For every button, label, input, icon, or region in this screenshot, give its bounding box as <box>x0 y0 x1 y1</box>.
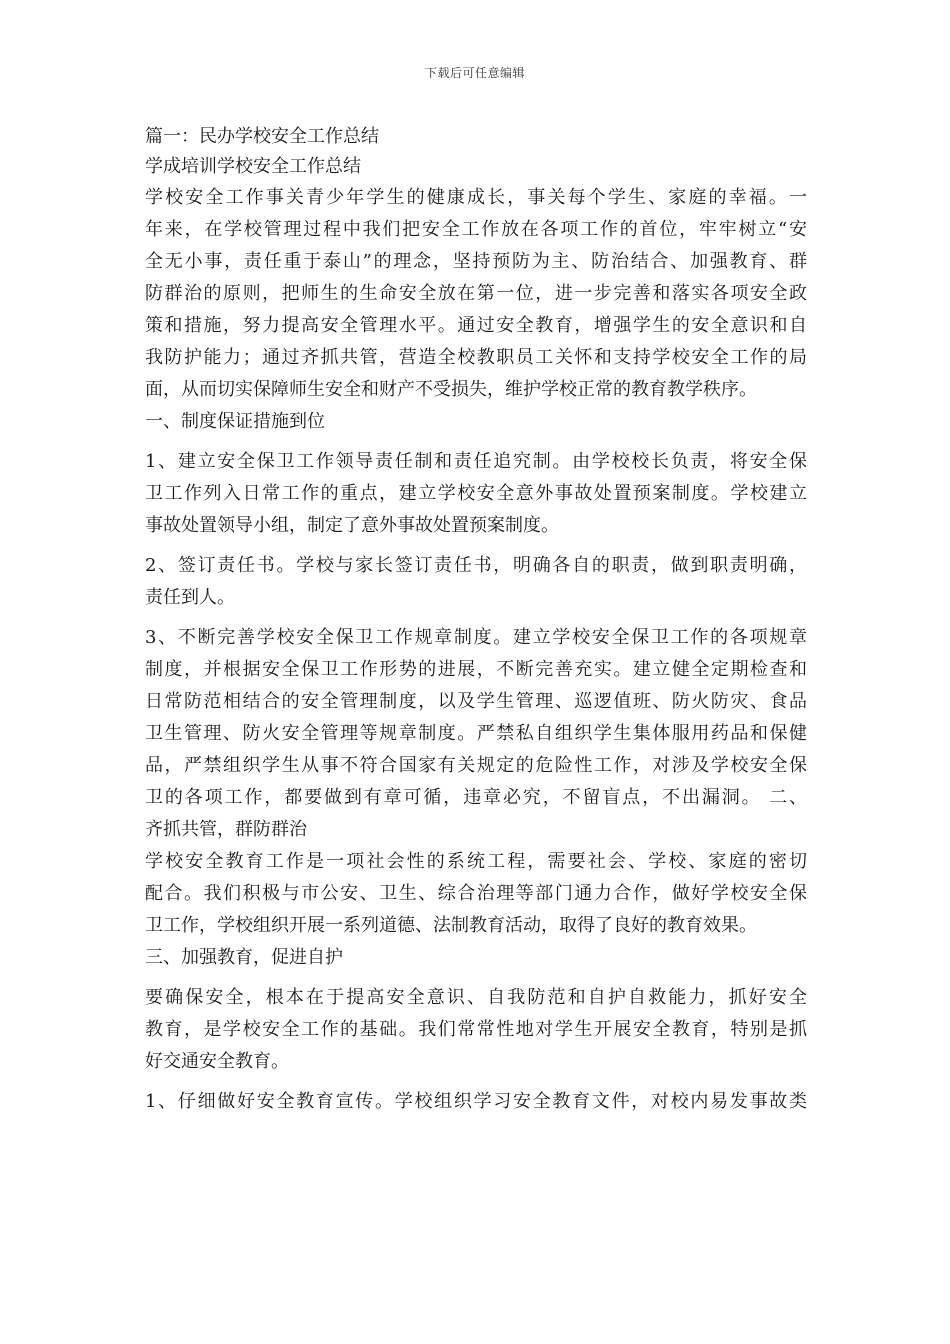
document-body <box>145 122 807 1118</box>
paragraph-line: 品，严禁组织学生从事不符合国家有关规定的危险性工作，对涉及学校安全保 <box>145 755 807 776</box>
paragraph-line: 年来，在学校管理过程中我们把安全工作放在各项工作的首位，牢牢树立“安 <box>145 219 807 240</box>
paragraph-line: 全无小事，责任重于泰山”的理念，坚持预防为主、防治结合、加强教育、群 <box>145 251 807 272</box>
paragraph-line: 要确保安全，根本在于提高安全意识、自我防范和自护自救能力，抓好安全 <box>145 987 807 1008</box>
section-heading: 齐抓共管，群防群治 <box>145 819 307 840</box>
paragraph-line: 3、不断完善学校安全保卫工作规章制度。建立学校安全保卫工作的各项规章 <box>145 627 807 648</box>
paragraph-line: 制度，并根据安全保卫工作形势的进展，不断完善充实。建立健全定期检查和 <box>145 659 807 680</box>
paragraph-line: 策和措施，努力提高安全管理水平。通过安全教育，增强学生的安全意识和自 <box>145 315 807 336</box>
paragraph-line: 责任到人。 <box>145 587 235 608</box>
paragraph-line: 好交通安全教育。 <box>145 1051 289 1072</box>
paragraph-line: 卫的各项工作，都要做到有章可循，违章必究，不留盲点，不出漏洞。 二、 <box>145 787 807 808</box>
paragraph-line: 教育，是学校安全工作的基础。我们常常性地对学生开展安全教育，特别是抓 <box>145 1019 807 1040</box>
paragraph-line: 1、仔细做好安全教育宣传。学校组织学习安全教育文件，对校内易发事故类 <box>145 1091 807 1112</box>
paragraph-line: 1、建立安全保卫工作领导责任制和责任追究制。由学校校长负责，将安全保 <box>145 451 807 472</box>
page-header-note: 下载后可任意编辑 <box>424 66 525 80</box>
paragraph-line: 配合。我们积极与市公安、卫生、综合治理等部门通力合作，做好学校安全保 <box>145 883 807 904</box>
paragraph-line: 学校安全工作事关青少年学生的健康成长，事关每个学生、家庭的幸福。一 <box>145 187 807 208</box>
paragraph-line: 防群治的原则，把师生的生命安全放在第一位，进一步完善和落实各项安全政 <box>145 283 807 304</box>
paragraph-line: 事故处置领导小组，制定了意外事故处置预案制度。 <box>145 515 559 536</box>
paragraph-line: 日常防范相结合的安全管理制度，以及学生管理、巡逻值班、防火防灾、食品 <box>145 691 807 712</box>
paragraph-line: 我防护能力；通过齐抓共管，营造全校教职员工关怀和支持学校安全工作的局 <box>145 347 807 368</box>
section-heading: 一、制度保证措施到位 <box>145 411 325 432</box>
paragraph-line: 卫工作列入日常工作的重点，建立学校安全意外事故处置预案制度。学校建立 <box>145 483 807 504</box>
paragraph-line: 面，从而切实保障师生安全和财产不受损失，维护学校正常的教育教学秩序。 <box>145 379 757 400</box>
paragraph-line: 卫生管理、防火安全管理等规章制度。严禁私自组织学生集体服用药品和保健 <box>145 723 807 744</box>
paragraph-line: 2、签订责任书。学校与家长签订责任书，明确各自的职责，做到职责明确， <box>145 555 807 576</box>
doc-subtitle: 学成培训学校安全工作总结 <box>145 156 361 177</box>
paragraph-line: 学校安全教育工作是一项社会性的系统工程，需要社会、学校、家庭的密切 <box>145 851 807 872</box>
section-heading: 三、加强教育，促进自护 <box>145 947 343 968</box>
doc-title: 篇一：民办学校安全工作总结 <box>145 126 379 147</box>
paragraph-line: 卫工作，学校组织开展一系列道德、法制教育活动，取得了良好的教育效果。 <box>145 915 757 936</box>
